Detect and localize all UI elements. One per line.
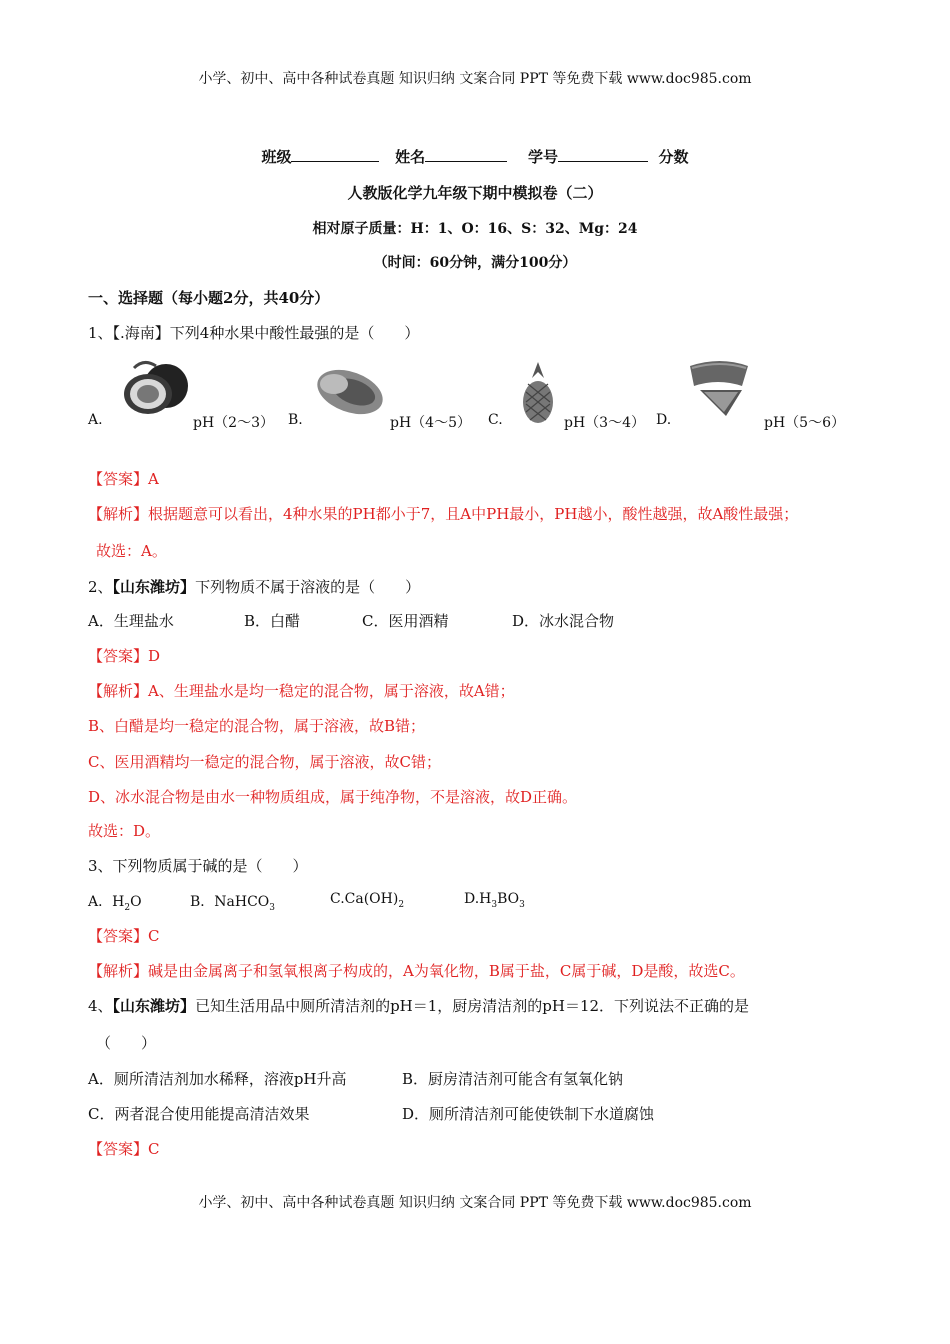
time-info: （时间：60分钟，满分100分） [373,255,577,271]
q1-option-a-label: A. [88,412,103,428]
q3-option-d-mid: BO [497,891,520,907]
q3-option-c-text: C.Ca(OH) [330,891,399,907]
q3-answer: 【答案】C [88,927,160,945]
name-blank[interactable] [425,147,507,162]
q2-option-a: A．生理盐水 [88,612,174,630]
q1-option-b-label: B. [288,412,303,428]
papaya-image [314,362,390,418]
class-label: 班级 [261,148,292,166]
q2-stem [88,576,420,597]
q4-stem-bracket: （ ） [96,1034,157,1052]
q3-stem: 3、下列物质属于碱的是（ ） [88,857,308,875]
q3-option-c [330,891,404,910]
q2-analysis-tag: 【解析】 [88,682,149,700]
q4-option-a: A．厕所清洁剂加水稀释，溶液pH升高 [88,1070,347,1088]
q3-option-b-sub: 3 [269,902,276,913]
q1-analysis-conclusion: 故选：A。 [96,542,167,560]
q1-analysis-text: 根据题意可以看出，4种水果的PH都小于7，且A中PH最小，PH越小，酸性越强，故A酸性最强； [148,505,799,523]
q3-option-a-sub: 2 [124,902,131,913]
q2-analysis-line-1 [88,680,515,701]
student-id-label: 学号 [528,148,559,166]
q4-number: 4、 [88,997,113,1015]
q2-option-d: D．冰水混合物 [512,612,615,630]
q2-analysis-line-3: C、医用酒精均一稳定的混合物，属于溶液，故C错； [88,753,441,771]
q4-option-d: D．厕所清洁剂可能使铁制下水道腐蚀 [402,1105,655,1123]
q4-option-c: C．两者混合使用能提高清洁效果 [88,1105,310,1123]
pineapple-image [518,360,558,426]
q2-option-b: B．白醋 [244,612,301,630]
q2-conclusion: 故选：D。 [88,822,161,840]
passion-fruit-image [114,358,190,420]
q4-option-b: B．厨房清洁剂可能含有氢氧化钠 [402,1070,624,1088]
q2-stem-text: 下列物质不属于溶液的是（ ） [195,578,421,596]
q3-option-b-text: B．NaHCO [190,894,270,910]
q2-option-c: C．医用酒精 [362,612,449,630]
q2-source-tag: 【山东潍坊】 [112,578,196,596]
q1-option-c-ph: pH（3～4） [564,415,645,431]
q3-option-c-sub: 2 [398,899,405,910]
q1-option-b-ph: pH（4～5） [390,415,471,431]
q1-option-d-ph: pH（5～6） [764,415,845,431]
student-info-line [0,146,950,167]
q1-option-a-ph: pH（2～3） [193,415,274,431]
q3-option-d-sub2: 3 [519,899,525,910]
q3-analysis [88,960,745,981]
q1-answer: 【答案】A [88,470,159,488]
q4-stem [88,995,749,1016]
q4-source-tag: 【山东潍坊】 [112,997,196,1015]
q3-option-a [88,891,142,913]
q2-answer: 【答案】D [88,647,161,665]
name-label: 姓名 [395,148,426,166]
student-id-blank[interactable] [558,147,648,162]
q1-option-d-label: D. [656,412,672,428]
page-header: 小学、初中、高中各种试卷真题 知识归纳 文案合同 PPT 等免费下载 www.doc985.com [198,71,752,87]
q4-stem-text: 已知生活用品中厕所清洁剂的pH＝1，厨房清洁剂的pH＝12．下列说法不正确的是 [195,997,750,1015]
class-blank[interactable] [291,147,379,162]
q2-analysis-text-1: A、生理盐水是均一稳定的混合物，属于溶液，故A错； [148,682,515,700]
q3-analysis-tag: 【解析】 [88,962,149,980]
q3-option-b [190,891,275,913]
watermelon-image [686,360,752,424]
q2-number: 2、 [88,578,113,596]
q3-option-a-text: A．H [88,894,125,910]
q2-analysis-line-2: B、白醋是均一稳定的混合物，属于溶液，故B错； [88,717,426,735]
section-title: 一、选择题（每小题2分，共40分） [88,289,330,307]
q1-analysis-tag: 【解析】 [88,505,149,523]
atomic-mass-info: 相对原子质量：H：1、O：16、S：32、Mg：24 [312,221,638,237]
q3-option-d-text: D.H [464,891,492,907]
exam-title: 人教版化学九年级下期中模拟卷（二） [347,184,603,202]
q4-answer: 【答案】C [88,1140,160,1158]
q3-option-d-sub1: 3 [491,899,498,910]
q3-option-a-tail: O [130,894,142,910]
q1-stem: 1、【.海南】下列4种水果中酸性最强的是（ ） [88,324,420,342]
q3-analysis-text: 碱是由金属离子和氢氧根离子构成的，A为氧化物，B属于盐，C属于碱，D是酸，故选C。 [148,962,745,980]
q2-analysis-line-4: D、冰水混合物是由水一种物质组成，属于纯净物，不是溶液，故D正确。 [88,788,578,806]
q1-analysis [88,503,798,524]
page-footer: 小学、初中、高中各种试卷真题 知识归纳 文案合同 PPT 等免费下载 www.doc985.com [198,1195,752,1211]
q3-option-d [464,891,525,910]
q1-option-c-label: C. [488,412,503,428]
score-label: 分数 [658,148,689,166]
